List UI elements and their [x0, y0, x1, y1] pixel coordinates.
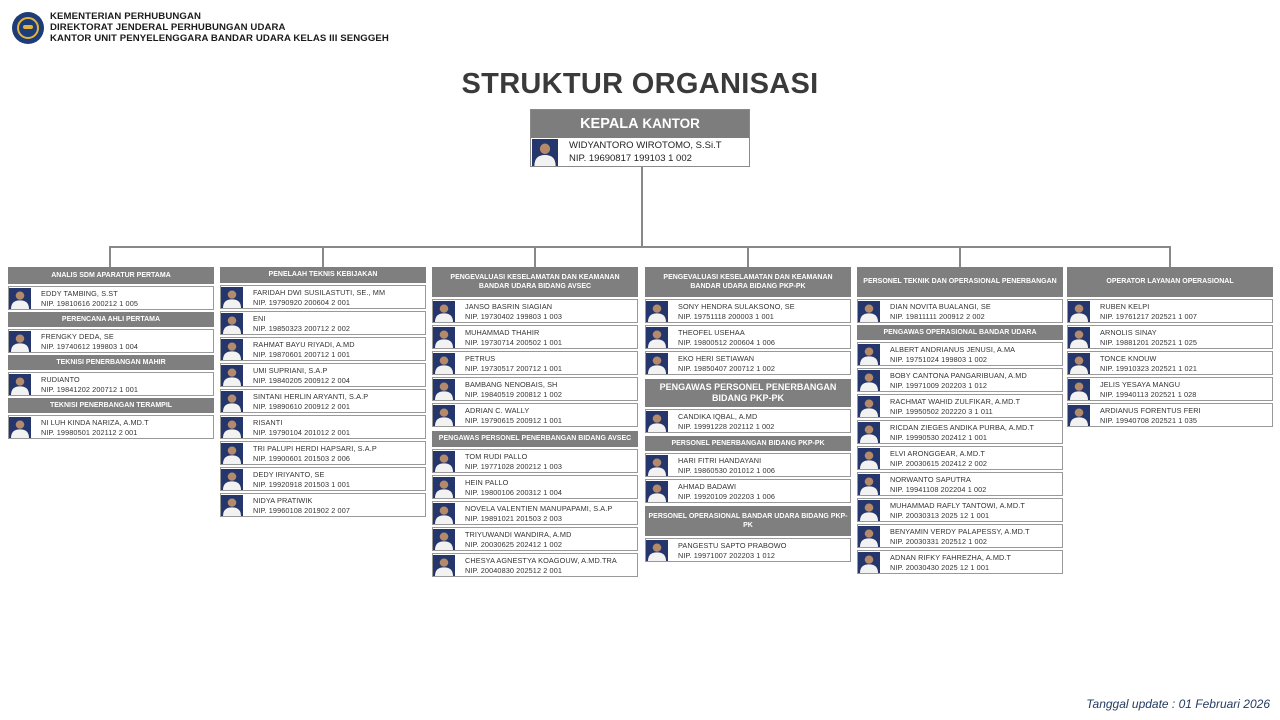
staff-nip: NIP. 19790920 200604 2 001 — [253, 298, 351, 307]
staff-name: FARIDAH DWI SUSILASTUTI, SE., MM — [253, 288, 386, 297]
head-of-office-box — [530, 109, 750, 167]
staff-card — [8, 286, 214, 310]
staff-nip: NIP. 19960108 201902 2 007 — [253, 506, 351, 515]
staff-photo — [221, 417, 243, 438]
staff-card — [645, 351, 851, 375]
staff-nip: NIP. 19980501 202112 2 001 — [41, 428, 138, 437]
column-1 — [220, 267, 426, 517]
staff-photo — [858, 370, 880, 391]
section-header: OPERATOR LAYANAN OPERASIONAL — [1067, 267, 1273, 297]
staff-nip: NIP. 19790615 200912 1 001 — [465, 416, 563, 425]
connector-drop — [322, 247, 324, 267]
staff-photo — [433, 555, 455, 576]
staff-name: CANDIKA IQBAL, A.MD — [678, 412, 758, 421]
header-line-1: KEMENTERIAN PERHUBUNGAN — [50, 11, 202, 22]
staff-name: EKO HERI SETIAWAN — [678, 354, 755, 363]
staff-photo — [221, 339, 243, 360]
section-header: TEKNISI PENERBANGAN TERAMPIL — [8, 398, 214, 413]
update-date: Tanggal update : 01 Februari 2026 — [1086, 697, 1270, 711]
section-header: PERSONEL PENERBANGAN BIDANG PKP-PK — [645, 436, 851, 451]
staff-nip: NIP. 19800106 200312 1 004 — [465, 488, 563, 497]
staff-photo — [221, 365, 243, 386]
column-2 — [432, 267, 638, 577]
staff-card — [220, 337, 426, 361]
staff-nip: NIP. 19950502 202220 3 1 011 — [890, 407, 993, 416]
connector-drop — [747, 247, 749, 267]
staff-photo — [646, 481, 668, 502]
staff-card — [645, 479, 851, 503]
staff-card — [220, 363, 426, 387]
staff-card — [857, 420, 1063, 444]
staff-card — [432, 377, 638, 401]
page-title: STRUKTUR ORGANISASI — [461, 68, 819, 100]
staff-card — [8, 415, 214, 439]
staff-photo — [221, 391, 243, 412]
staff-nip: NIP. 19730714 200502 1 001 — [465, 338, 563, 347]
staff-nip: NIP. 19870601 200712 1 001 — [253, 350, 351, 359]
section-header: PERENCANA AHLI PERTAMA — [8, 312, 214, 327]
staff-card — [857, 394, 1063, 418]
staff-name: HEIN PALLO — [465, 478, 509, 487]
staff-photo — [858, 448, 880, 469]
staff-photo — [1068, 301, 1090, 322]
staff-photo — [646, 327, 668, 348]
staff-nip: NIP. 19850407 200712 1 002 — [678, 364, 776, 373]
staff-name: ADRIAN C. WALLY — [465, 406, 530, 415]
header-line-3: KANTOR UNIT PENYELENGGARA BANDAR UDARA KELAS III SENGGEH — [50, 33, 389, 45]
staff-card — [1067, 299, 1273, 323]
staff-name: BENYAMIN VERDY PALAPESSY, A.MD.T — [890, 527, 1030, 536]
staff-name: SINTANI HERLIN ARYANTI, S.A.P — [253, 392, 369, 401]
connector-drop — [534, 247, 536, 267]
column-5 — [1067, 267, 1273, 427]
staff-photo — [433, 529, 455, 550]
connector-drop — [1169, 247, 1171, 267]
staff-nip: NIP. 19860530 201012 1 006 — [678, 466, 776, 475]
section-header: PENGAWAS PERSONEL PENERBANGAN BIDANG PKP-PK — [645, 379, 851, 407]
staff-card — [645, 538, 851, 562]
staff-photo — [9, 331, 31, 352]
section-header: PENGEVALUASI KESELAMATAN DAN KEAMANAN BANDAR UDARA BIDANG AVSEC — [432, 267, 638, 297]
staff-name: TONCE KNOUW — [1100, 354, 1157, 363]
staff-name: BOBY CANTONA PANGARIBUAN, A.MD — [890, 371, 1027, 380]
section-header: PENGAWAS OPERASIONAL BANDAR UDARA — [857, 325, 1063, 340]
staff-card — [432, 501, 638, 525]
staff-card — [1067, 377, 1273, 401]
staff-nip: NIP. 19811111 200912 2 002 — [890, 312, 985, 321]
staff-name: RACHMAT WAHID ZULFIKAR, A.MD.T — [890, 397, 1021, 406]
staff-card — [432, 527, 638, 551]
head-nip: NIP. 19690817 199103 1 002 — [569, 153, 692, 164]
staff-card — [1067, 325, 1273, 349]
staff-nip: NIP. 19840205 200912 2 004 — [253, 376, 351, 385]
staff-card — [857, 498, 1063, 522]
staff-card — [1067, 351, 1273, 375]
staff-card — [220, 285, 426, 309]
staff-card — [857, 550, 1063, 574]
staff-photo — [433, 451, 455, 472]
staff-photo — [9, 417, 31, 438]
staff-name: DIAN NOVITA BUALANGI, SE — [890, 302, 991, 311]
staff-name: RISANTI — [253, 418, 283, 427]
staff-nip: NIP. 19740612 199803 1 004 — [41, 342, 139, 351]
staff-name: ARNOLIS SINAY — [1100, 328, 1157, 337]
section-header: TEKNISI PENERBANGAN MAHIR — [8, 355, 214, 370]
staff-nip: NIP. 19910323 202521 1 021 — [1100, 364, 1198, 373]
staff-nip: NIP. 20040830 202512 2 001 — [465, 566, 563, 575]
staff-nip: NIP. 19881201 202521 1 025 — [1100, 338, 1198, 347]
staff-nip: NIP. 19941108 202204 1 002 — [890, 485, 987, 494]
staff-card — [432, 475, 638, 499]
staff-photo — [1068, 353, 1090, 374]
staff-card — [432, 299, 638, 323]
staff-card — [220, 493, 426, 517]
staff-nip: NIP. 20030625 202412 1 002 — [465, 540, 563, 549]
staff-name: JANSO BASRIN SIAGIAN — [465, 302, 553, 311]
section-header: PENGAWAS PERSONEL PENERBANGAN BIDANG AVSEC — [432, 431, 638, 447]
staff-nip: NIP. 19790104 201012 2 001 — [253, 428, 351, 437]
staff-name: TOM RUDI PALLO — [465, 452, 528, 461]
staff-photo — [433, 353, 455, 374]
staff-card — [220, 389, 426, 413]
staff-name: NIDYA PRATIWIK — [253, 496, 313, 505]
staff-nip: NIP. 19940708 202521 1 035 — [1100, 416, 1198, 425]
staff-name: RUBEN KELPI — [1100, 302, 1150, 311]
staff-nip: NIP. 19850323 200712 2 002 — [253, 324, 351, 333]
staff-name: FRENGKY DEDA, SE — [41, 332, 114, 341]
staff-card — [8, 329, 214, 353]
staff-name: DEDY IRIYANTO, SE — [253, 470, 325, 479]
staff-photo — [433, 405, 455, 426]
staff-nip: NIP. 19841202 200712 1 001 — [41, 385, 139, 394]
staff-name: MUHAMMAD THAHIR — [465, 328, 540, 337]
staff-photo — [433, 327, 455, 348]
staff-photo — [646, 455, 668, 476]
staff-name: THEOFEL USEHAA — [678, 328, 745, 337]
staff-photo — [646, 353, 668, 374]
staff-name: HARI FITRI HANDAYANI — [678, 456, 762, 465]
staff-card — [432, 351, 638, 375]
staff-name: ADNAN RIFKY FAHREZHA, A.MD.T — [890, 553, 1012, 562]
staff-photo — [221, 469, 243, 490]
staff-card — [8, 372, 214, 396]
staff-photo — [221, 313, 243, 334]
connector-drop — [109, 247, 111, 267]
section-header: PENELAAH TEKNIS KEBIJAKAN — [220, 267, 426, 283]
staff-name: JELIS YESAYA MANGU — [1100, 380, 1181, 389]
staff-photo — [1068, 379, 1090, 400]
staff-name: ALBERT ANDRIANUS JENUSI, A.MA — [890, 345, 1016, 354]
staff-nip: NIP. 19891021 201503 2 003 — [465, 514, 563, 523]
staff-nip: NIP. 19971009 202203 1 012 — [890, 381, 988, 390]
staff-nip: NIP. 19920918 201503 1 001 — [253, 480, 351, 489]
staff-card — [857, 524, 1063, 548]
staff-name: SONY HENDRA SULAKSONO, SE — [678, 302, 795, 311]
section-header: PERSONEL OPERASIONAL BANDAR UDARA BIDANG PKP-PK — [645, 506, 851, 536]
staff-name: BAMBANG NENOBAIS, SH — [465, 380, 558, 389]
staff-photo — [221, 443, 243, 464]
head-title-b: KANTOR — [642, 116, 700, 131]
staff-nip: NIP. 19751118 200003 1 001 — [678, 312, 774, 321]
staff-photo — [433, 301, 455, 322]
connector-bus — [109, 246, 1171, 248]
staff-photo — [221, 287, 243, 308]
staff-nip: NIP. 19761217 202521 1 007 — [1100, 312, 1198, 321]
staff-name: PETRUS — [465, 354, 496, 363]
staff-card — [220, 415, 426, 439]
staff-name: TRIYUWANDI WANDIRA, A.MD — [465, 530, 572, 539]
staff-card — [645, 325, 851, 349]
staff-nip: NIP. 19751024 199803 1 002 — [890, 355, 988, 364]
staff-photo — [433, 503, 455, 524]
staff-nip: NIP. 19900601 201503 2 006 — [253, 454, 351, 463]
staff-photo — [858, 526, 880, 547]
staff-name: ARDIANUS FORENTUS FERI — [1100, 406, 1201, 415]
staff-nip: NIP. 19940113 202521 1 028 — [1100, 390, 1197, 399]
staff-card — [857, 342, 1063, 366]
staff-photo — [433, 379, 455, 400]
head-title-a: KEPALA — [580, 116, 639, 132]
connector-trunk — [641, 167, 643, 247]
staff-card — [857, 446, 1063, 470]
staff-photo — [9, 288, 31, 309]
staff-photo — [858, 474, 880, 495]
staff-card — [645, 409, 851, 433]
staff-photo — [1068, 405, 1090, 426]
staff-photo — [646, 411, 668, 432]
staff-nip: NIP. 20030331 202512 1 002 — [890, 537, 988, 546]
staff-photo — [858, 552, 880, 573]
staff-card — [432, 553, 638, 577]
staff-name: UMI SUPRIANI, S.A.P — [253, 366, 328, 375]
staff-card — [220, 467, 426, 491]
staff-name: NI LUH KINDA NARIZA, A.MD.T — [41, 418, 149, 427]
staff-nip: NIP. 19771028 200212 1 003 — [465, 462, 563, 471]
staff-nip: NIP. 19730517 200712 1 001 — [465, 364, 563, 373]
staff-nip: NIP. 19890610 200912 2 001 — [253, 402, 351, 411]
staff-name: RICDAN ZIEGES ANDIKA PURBA, A.MD.T — [890, 423, 1035, 432]
column-4 — [857, 267, 1063, 574]
section-header: PENGEVALUASI KESELAMATAN DAN KEAMANAN BANDAR UDARA BIDANG PKP-PK — [645, 267, 851, 297]
staff-name: CHESYA AGNESTYA KOAGOUW, A.MD.TRA — [465, 556, 617, 565]
staff-nip: NIP. 20030430 2025 12 1 001 — [890, 563, 990, 572]
staff-photo — [858, 396, 880, 417]
staff-card — [645, 299, 851, 323]
staff-photo — [858, 500, 880, 521]
head-photo — [532, 139, 558, 166]
staff-photo — [9, 374, 31, 395]
staff-photo — [221, 495, 243, 516]
section-header: PERSONEL TEKNIK DAN OPERASIONAL PENERBANGAN — [857, 267, 1063, 297]
staff-name: PANGESTU SAPTO PRABOWO — [678, 541, 787, 550]
head-body — [531, 138, 749, 166]
staff-photo — [858, 301, 880, 322]
staff-name: TRI PALUPI HERDI HAPSARI, S.A.P — [253, 444, 377, 453]
staff-name: ELVI ARONGGEAR, A.MD.T — [890, 449, 985, 458]
staff-name: NOVELA VALENTIEN MANUPAPAMI, S.A.P — [465, 504, 613, 513]
staff-name: EDDY TAMBING, S.ST — [41, 289, 118, 298]
header-line-2: DIREKTORAT JENDERAL PERHUBUNGAN UDARA — [50, 22, 286, 34]
staff-nip: NIP. 19920109 202203 1 006 — [678, 492, 776, 501]
staff-nip: NIP. 19990530 202412 1 001 — [890, 433, 988, 442]
staff-card — [645, 453, 851, 477]
head-name: WIDYANTORO WIROTOMO, S.Si.T — [569, 140, 722, 151]
staff-name: AHMAD BADAWI — [678, 482, 737, 491]
staff-name: ENI — [253, 314, 266, 323]
staff-name: RUDIANTO — [41, 375, 80, 384]
staff-nip: NIP. 20030313 2025 12 1 001 — [890, 511, 990, 520]
staff-nip: NIP. 19840519 200812 1 002 — [465, 390, 563, 399]
header — [12, 11, 389, 45]
head-title — [531, 110, 749, 138]
staff-nip: NIP. 19991228 202112 1 002 — [678, 422, 775, 431]
staff-name: MUHAMMAD RAFLY TANTOWI, A.MD.T — [890, 501, 1025, 510]
staff-photo — [646, 301, 668, 322]
ministry-logo — [12, 12, 44, 44]
staff-photo — [433, 477, 455, 498]
staff-nip: NIP. 19810616 200212 1 005 — [41, 299, 139, 308]
column-3 — [645, 267, 851, 562]
staff-name: NORWANTO SAPUTRA — [890, 475, 971, 484]
staff-photo — [1068, 327, 1090, 348]
staff-photo — [858, 344, 880, 365]
header-lines — [50, 11, 389, 45]
staff-card — [432, 449, 638, 473]
column-0 — [8, 267, 214, 439]
staff-photo — [858, 422, 880, 443]
staff-card — [857, 472, 1063, 496]
staff-nip: NIP. 19730402 199803 1 003 — [465, 312, 563, 321]
staff-card — [220, 441, 426, 465]
staff-card — [432, 325, 638, 349]
staff-card — [857, 368, 1063, 392]
staff-name: RAHMAT BAYU RIYADI, A.MD — [253, 340, 355, 349]
staff-card — [1067, 403, 1273, 427]
staff-nip: NIP. 19800512 200604 1 006 — [678, 338, 776, 347]
staff-card — [432, 403, 638, 427]
staff-card — [857, 299, 1063, 323]
connector-drop — [959, 247, 961, 267]
staff-nip: NIP. 19971007 202203 1 012 — [678, 551, 776, 560]
staff-nip: NIP. 20030615 202412 2 002 — [890, 459, 988, 468]
section-header: ANALIS SDM APARATUR PERTAMA — [8, 267, 214, 284]
staff-photo — [646, 540, 668, 561]
staff-card — [220, 311, 426, 335]
